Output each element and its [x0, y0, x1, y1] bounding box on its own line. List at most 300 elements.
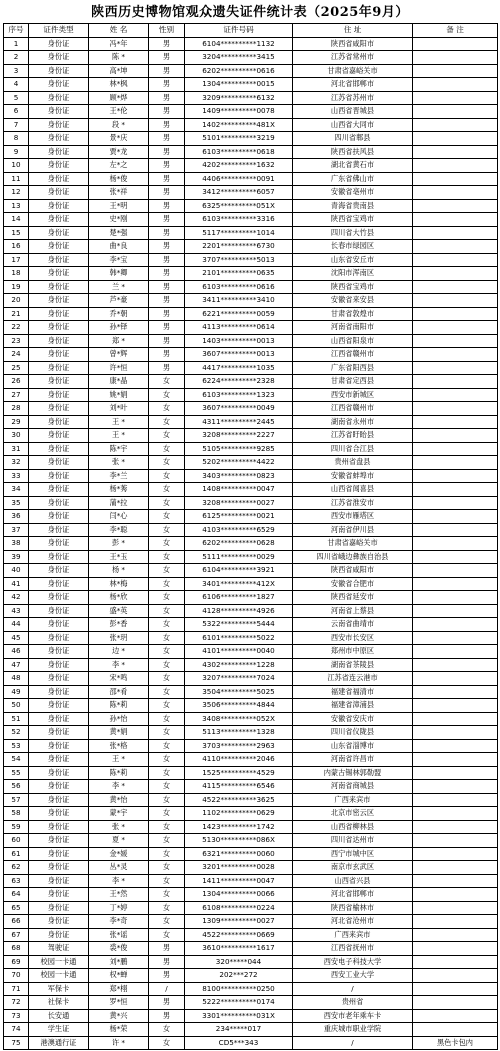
cell-document-number: 4103**********6529: [185, 523, 293, 537]
cell-remarks: [413, 186, 498, 200]
cell-document-type: 身份证: [29, 712, 89, 726]
table-row: [4, 456, 498, 470]
cell-name: 兰 *: [89, 280, 149, 294]
table-row: [4, 186, 498, 200]
header-name: 姓 名: [89, 24, 149, 38]
cell-document-number: 3703**********2963: [185, 739, 293, 753]
cell-document-number: 3610**********1617: [185, 942, 293, 956]
table-row: [4, 780, 498, 794]
cell-index: 21: [4, 307, 29, 321]
table-row: [4, 523, 498, 537]
cell-address: 南京市玄武区: [293, 861, 413, 875]
cell-index: 13: [4, 199, 29, 213]
cell-gender: 男: [149, 361, 185, 375]
table-row: [4, 402, 498, 416]
cell-address: 广西来宾市: [293, 928, 413, 942]
cell-remarks: [413, 861, 498, 875]
table-row: [4, 996, 498, 1010]
cell-address: 河北省邯郸市: [293, 888, 413, 902]
cell-gender: 女: [149, 591, 185, 605]
cell-name: 盛*英: [89, 604, 149, 618]
cell-document-type: 身份证: [29, 888, 89, 902]
cell-remarks: [413, 78, 498, 92]
cell-gender: 男: [149, 334, 185, 348]
cell-document-type: 身份证: [29, 510, 89, 524]
cell-document-type: 身份证: [29, 199, 89, 213]
cell-document-number: 2101**********0635: [185, 267, 293, 281]
cell-remarks: [413, 618, 498, 632]
table-row: [4, 888, 498, 902]
cell-index: 5: [4, 91, 29, 105]
cell-address: 安徽省合肥市: [293, 577, 413, 591]
cell-document-number: 3207**********7024: [185, 672, 293, 686]
cell-address: 山西省闻喜县: [293, 483, 413, 497]
cell-document-number: 6103**********0616: [185, 280, 293, 294]
cell-remarks: [413, 456, 498, 470]
cell-index: 48: [4, 672, 29, 686]
cell-document-type: 身份证: [29, 807, 89, 821]
cell-index: 54: [4, 753, 29, 767]
cell-address: 四川省合江县: [293, 442, 413, 456]
cell-address: 江西省赣州市: [293, 402, 413, 416]
cell-address: 西宁市城中区: [293, 847, 413, 861]
cell-document-number: 6325**********051X: [185, 199, 293, 213]
cell-document-number: 5101**********3219: [185, 132, 293, 146]
cell-document-number: 1411**********0047: [185, 874, 293, 888]
table-row: [4, 739, 498, 753]
table-row: [4, 91, 498, 105]
table-row: [4, 537, 498, 551]
cell-index: 24: [4, 348, 29, 362]
cell-name: 李*奇: [89, 915, 149, 929]
cell-gender: 男: [149, 172, 185, 186]
cell-gender: 女: [149, 510, 185, 524]
cell-remarks: [413, 361, 498, 375]
table-row: [4, 618, 498, 632]
cell-index: 2: [4, 51, 29, 65]
cell-document-type: 身份证: [29, 172, 89, 186]
cell-remarks: [413, 51, 498, 65]
cell-name: 张*祥: [89, 186, 149, 200]
table-row: [4, 699, 498, 713]
table-row: [4, 429, 498, 443]
cell-remarks: [413, 604, 498, 618]
cell-name: 乔*朝: [89, 307, 149, 321]
cell-remarks: [413, 550, 498, 564]
cell-remarks: [413, 145, 498, 159]
cell-gender: 女: [149, 726, 185, 740]
cell-document-type: 身份证: [29, 577, 89, 591]
cell-document-type: 身份证: [29, 618, 89, 632]
cell-gender: 女: [149, 739, 185, 753]
cell-document-type: 驾驶证: [29, 942, 89, 956]
cell-name: 曲*良: [89, 240, 149, 254]
table-row: [4, 496, 498, 510]
cell-address: 四川省郫县: [293, 132, 413, 146]
cell-document-type: 校园一卡通: [29, 955, 89, 969]
cell-index: 68: [4, 942, 29, 956]
table-row: [4, 645, 498, 659]
cell-address: 山西省柳林县: [293, 820, 413, 834]
table-row: [4, 307, 498, 321]
cell-gender: 男: [149, 145, 185, 159]
cell-remarks: [413, 442, 498, 456]
cell-gender: 男: [149, 955, 185, 969]
cell-name: 金*媛: [89, 847, 149, 861]
cell-name: 张*玥: [89, 631, 149, 645]
cell-address: 西安市老年乘车卡: [293, 1009, 413, 1023]
cell-address: 贵州省: [293, 996, 413, 1010]
cell-name: 林*梅: [89, 577, 149, 591]
cell-remarks: [413, 64, 498, 78]
cell-document-number: 6125**********0021: [185, 510, 293, 524]
cell-document-number: 4406**********0091: [185, 172, 293, 186]
cell-name: 黄*怡: [89, 793, 149, 807]
cell-gender: 男: [149, 132, 185, 146]
cell-document-number: 320*****044: [185, 955, 293, 969]
table-row: [4, 483, 498, 497]
cell-remarks: [413, 645, 498, 659]
cell-document-number: 3607**********0013: [185, 348, 293, 362]
cell-index: 69: [4, 955, 29, 969]
cell-document-type: 身份证: [29, 861, 89, 875]
cell-document-number: 3411**********3410: [185, 294, 293, 308]
cell-gender: 男: [149, 226, 185, 240]
table-row: [4, 847, 498, 861]
cell-name: 李 *: [89, 780, 149, 794]
cell-document-type: 身份证: [29, 834, 89, 848]
cell-address: /: [293, 1036, 413, 1050]
table-row: [4, 861, 498, 875]
cell-remarks: [413, 726, 498, 740]
cell-gender: 女: [149, 550, 185, 564]
cell-remarks: [413, 672, 498, 686]
cell-index: 19: [4, 280, 29, 294]
cell-remarks: [413, 375, 498, 389]
table-row: [4, 658, 498, 672]
table-row: [4, 1036, 498, 1050]
cell-address: 云南省曲靖市: [293, 618, 413, 632]
cell-name: 李*聪: [89, 523, 149, 537]
cell-document-type: 身份证: [29, 753, 89, 767]
cell-index: 20: [4, 294, 29, 308]
cell-name: 王*明: [89, 199, 149, 213]
table-row: [4, 942, 498, 956]
lost-documents-table: [3, 23, 498, 1050]
cell-name: 李*兰: [89, 469, 149, 483]
cell-document-number: 4202**********1632: [185, 159, 293, 173]
header-index: 序号: [4, 24, 29, 38]
cell-remarks: [413, 591, 498, 605]
cell-gender: 女: [149, 807, 185, 821]
cell-name: 邵*肴: [89, 685, 149, 699]
cell-name: 丁*婷: [89, 901, 149, 915]
cell-document-number: 3201**********0028: [185, 861, 293, 875]
cell-document-type: 身份证: [29, 226, 89, 240]
cell-document-type: 身份证: [29, 267, 89, 281]
cell-gender: 女: [149, 577, 185, 591]
cell-index: 30: [4, 429, 29, 443]
table-row: [4, 969, 498, 983]
cell-document-number: 6106**********1827: [185, 591, 293, 605]
cell-document-type: 身份证: [29, 280, 89, 294]
cell-index: 65: [4, 901, 29, 915]
cell-address: 西安市新城区: [293, 388, 413, 402]
table-row: [4, 37, 498, 51]
table-row: [4, 955, 498, 969]
cell-remarks: [413, 820, 498, 834]
header-gender: 性别: [149, 24, 185, 38]
cell-name: 闫*心: [89, 510, 149, 524]
cell-document-number: 3506**********4844: [185, 699, 293, 713]
cell-remarks: [413, 699, 498, 713]
document-title: 陕西历史博物馆观众遗失证件统计表（2025年9月）: [91, 5, 409, 20]
cell-remarks: [413, 132, 498, 146]
cell-index: 45: [4, 631, 29, 645]
cell-address: 甘肃省定西县: [293, 375, 413, 389]
cell-index: 46: [4, 645, 29, 659]
cell-document-number: 1402**********481X: [185, 118, 293, 132]
cell-document-type: 社保卡: [29, 996, 89, 1010]
cell-address: 长春市绿园区: [293, 240, 413, 254]
cell-document-number: 8100**********0250: [185, 982, 293, 996]
cell-gender: 男: [149, 240, 185, 254]
cell-address: 陕西省扶风县: [293, 145, 413, 159]
table-row: [4, 820, 498, 834]
cell-name: 黄*兴: [89, 1009, 149, 1023]
cell-remarks: [413, 712, 498, 726]
cell-gender: 女: [149, 469, 185, 483]
cell-gender: 男: [149, 213, 185, 227]
cell-name: 杨 *: [89, 564, 149, 578]
cell-address: 江苏省苏州市: [293, 91, 413, 105]
cell-gender: 女: [149, 685, 185, 699]
cell-document-type: 身份证: [29, 37, 89, 51]
cell-document-number: 5202**********4422: [185, 456, 293, 470]
table-row: [4, 375, 498, 389]
table-row: [4, 834, 498, 848]
cell-remarks: [413, 294, 498, 308]
cell-gender: 女: [149, 564, 185, 578]
cell-name: 张*谣: [89, 928, 149, 942]
cell-name: 边 *: [89, 645, 149, 659]
cell-index: 60: [4, 834, 29, 848]
table-header-row: [4, 24, 498, 38]
cell-document-number: 6103**********0618: [185, 145, 293, 159]
cell-gender: 女: [149, 861, 185, 875]
cell-index: 66: [4, 915, 29, 929]
table-row: [4, 199, 498, 213]
cell-remarks: [413, 199, 498, 213]
cell-document-type: 身份证: [29, 645, 89, 659]
cell-document-type: 身份证: [29, 51, 89, 65]
cell-document-type: 身份证: [29, 91, 89, 105]
cell-index: 10: [4, 159, 29, 173]
cell-document-type: 身份证: [29, 402, 89, 416]
cell-document-number: 1408**********0047: [185, 483, 293, 497]
cell-gender: 女: [149, 766, 185, 780]
cell-remarks: [413, 213, 498, 227]
table-row: [4, 442, 498, 456]
table-row: [4, 591, 498, 605]
cell-index: 28: [4, 402, 29, 416]
cell-index: 6: [4, 105, 29, 119]
cell-address: 湖北省黄石市: [293, 159, 413, 173]
cell-index: 25: [4, 361, 29, 375]
cell-address: 福建省福清市: [293, 685, 413, 699]
cell-index: 14: [4, 213, 29, 227]
cell-remarks: [413, 793, 498, 807]
cell-name: 张*格: [89, 739, 149, 753]
cell-document-number: 5130**********086X: [185, 834, 293, 848]
cell-address: 河北省沧州市: [293, 915, 413, 929]
cell-address: 沈阳市浑南区: [293, 267, 413, 281]
cell-document-type: 身份证: [29, 631, 89, 645]
cell-address: 重庆城市职业学院: [293, 1023, 413, 1037]
cell-remarks: [413, 37, 498, 51]
cell-index: 15: [4, 226, 29, 240]
cell-gender: 男: [149, 186, 185, 200]
cell-address: 西安市长安区: [293, 631, 413, 645]
cell-document-number: 4110**********2046: [185, 753, 293, 767]
cell-address: 江苏省常州市: [293, 51, 413, 65]
cell-index: 67: [4, 928, 29, 942]
cell-document-number: 1525**********4529: [185, 766, 293, 780]
cell-name: 孙*怡: [89, 712, 149, 726]
cell-remarks: [413, 928, 498, 942]
table-row: [4, 145, 498, 159]
cell-document-type: 身份证: [29, 901, 89, 915]
cell-gender: 男: [149, 294, 185, 308]
cell-gender: 女: [149, 1023, 185, 1037]
cell-document-number: 234*****017: [185, 1023, 293, 1037]
cell-name: 彭*香: [89, 618, 149, 632]
cell-name: 史*刚: [89, 213, 149, 227]
cell-address: 广东省阳西县: [293, 361, 413, 375]
cell-gender: 女: [149, 658, 185, 672]
cell-document-number: 1309**********0027: [185, 915, 293, 929]
cell-address: 陕西省宝鸡市: [293, 213, 413, 227]
cell-gender: 女: [149, 874, 185, 888]
header-address: 住 址: [293, 24, 413, 38]
cell-document-number: 5322**********5444: [185, 618, 293, 632]
cell-index: 44: [4, 618, 29, 632]
table-row: [4, 159, 498, 173]
cell-remarks: [413, 780, 498, 794]
cell-address: 四川省大竹县: [293, 226, 413, 240]
table-row: [4, 1023, 498, 1037]
cell-remarks: [413, 982, 498, 996]
cell-document-type: 身份证: [29, 658, 89, 672]
cell-document-number: 6108**********0224: [185, 901, 293, 915]
cell-document-number: 5113**********1328: [185, 726, 293, 740]
table-row: [4, 118, 498, 132]
table-row: [4, 172, 498, 186]
cell-document-type: 身份证: [29, 348, 89, 362]
cell-address: 安徽省亳州市: [293, 186, 413, 200]
cell-gender: 女: [149, 847, 185, 861]
cell-remarks: [413, 388, 498, 402]
cell-name: 曾*辉: [89, 348, 149, 362]
cell-address: 安徽省蚌埠市: [293, 469, 413, 483]
cell-remarks: [413, 334, 498, 348]
cell-document-type: 身份证: [29, 240, 89, 254]
cell-document-number: 6103**********3316: [185, 213, 293, 227]
table-row: [4, 226, 498, 240]
cell-gender: 男: [149, 253, 185, 267]
cell-document-number: 4113**********0614: [185, 321, 293, 335]
cell-remarks: [413, 631, 498, 645]
cell-name: 李 *: [89, 658, 149, 672]
cell-remarks: [413, 915, 498, 929]
cell-document-number: 4101**********0040: [185, 645, 293, 659]
cell-document-number: 5105**********9285: [185, 442, 293, 456]
cell-remarks: [413, 537, 498, 551]
cell-document-number: 6321**********0060: [185, 847, 293, 861]
cell-remarks: [413, 226, 498, 240]
cell-index: 8: [4, 132, 29, 146]
cell-document-type: 身份证: [29, 253, 89, 267]
cell-address: 湖南省永州市: [293, 415, 413, 429]
cell-gender: 女: [149, 456, 185, 470]
cell-index: 56: [4, 780, 29, 794]
cell-index: 51: [4, 712, 29, 726]
cell-gender: 女: [149, 793, 185, 807]
cell-index: 38: [4, 537, 29, 551]
cell-name: 景*庆: [89, 132, 149, 146]
cell-index: 36: [4, 510, 29, 524]
table-row: [4, 64, 498, 78]
cell-gender: 女: [149, 712, 185, 726]
cell-address: 安徽省来安县: [293, 294, 413, 308]
cell-gender: 男: [149, 199, 185, 213]
table-row: [4, 604, 498, 618]
cell-gender: 男: [149, 159, 185, 173]
cell-document-type: 学生证: [29, 1023, 89, 1037]
cell-address: 内蒙古锡林郭勒盟: [293, 766, 413, 780]
cell-document-number: 6101**********5022: [185, 631, 293, 645]
cell-document-type: 身份证: [29, 766, 89, 780]
cell-name: 陈 *: [89, 51, 149, 65]
cell-remarks: [413, 402, 498, 416]
cell-document-type: 身份证: [29, 186, 89, 200]
cell-document-type: 身份证: [29, 294, 89, 308]
cell-index: 40: [4, 564, 29, 578]
cell-gender: 男: [149, 105, 185, 119]
cell-address: 江苏省连云港市: [293, 672, 413, 686]
cell-address: 甘肃省敦煌市: [293, 307, 413, 321]
cell-name: 杨*莠: [89, 483, 149, 497]
cell-index: 27: [4, 388, 29, 402]
cell-document-type: 身份证: [29, 132, 89, 146]
cell-index: 74: [4, 1023, 29, 1037]
cell-name: 左*之: [89, 159, 149, 173]
cell-index: 43: [4, 604, 29, 618]
cell-remarks: [413, 172, 498, 186]
cell-remarks: [413, 159, 498, 173]
cell-document-type: 身份证: [29, 672, 89, 686]
cell-gender: 女: [149, 483, 185, 497]
cell-gender: 女: [149, 442, 185, 456]
table-row: [4, 51, 498, 65]
cell-document-number: 5111**********0029: [185, 550, 293, 564]
cell-document-number: 5222**********0174: [185, 996, 293, 1010]
cell-document-number: 5117**********1014: [185, 226, 293, 240]
cell-document-type: 身份证: [29, 564, 89, 578]
table-row: [4, 982, 498, 996]
cell-index: 42: [4, 591, 29, 605]
cell-document-type: 身份证: [29, 78, 89, 92]
